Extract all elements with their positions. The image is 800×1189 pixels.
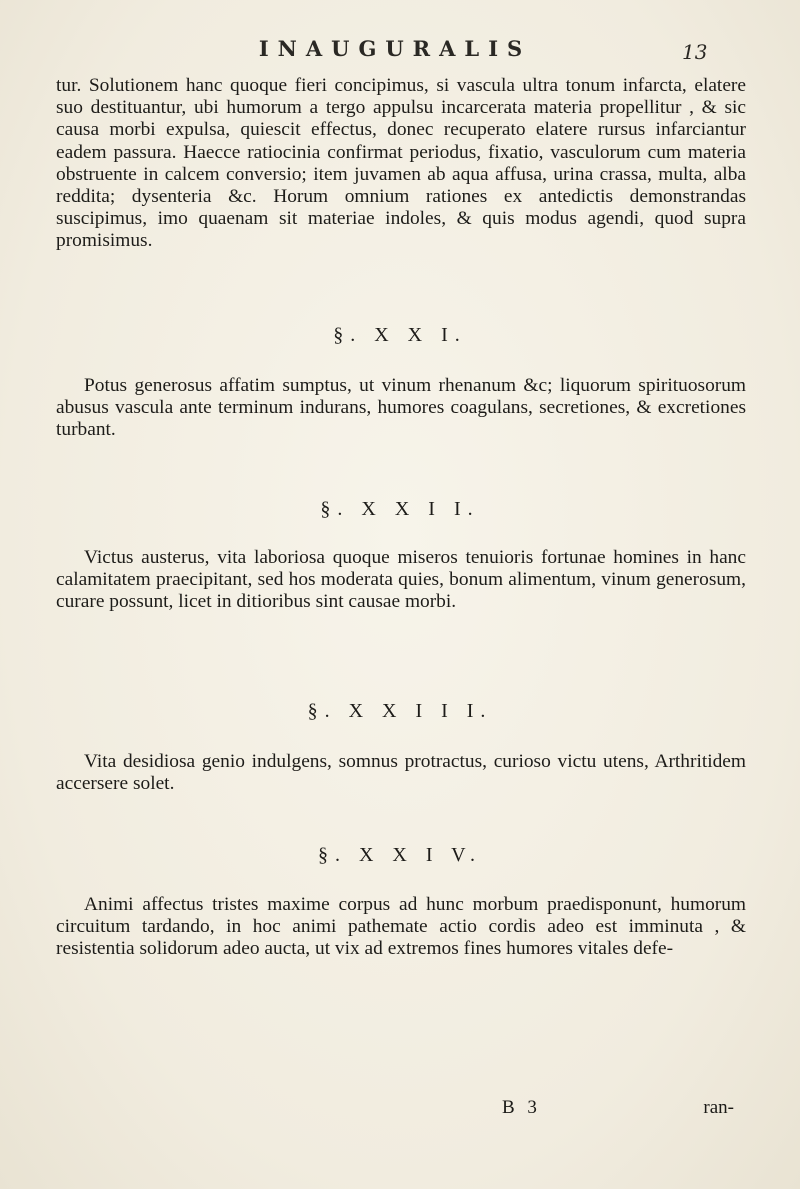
section-heading-23: §. X X I I I. [307, 700, 493, 722]
section-heading-21: §. X X I. [333, 324, 467, 346]
section-heading-22: §. X X I I. [320, 498, 480, 520]
section-heading-24: §. X X I V. [317, 844, 483, 866]
page-number: 13 [682, 40, 708, 64]
signature-mark: B 3 [502, 1097, 541, 1118]
paragraph-section-23: Vita desidiosa genio indulgens, somnus protractus, curioso victu utens, Arthritidem accersere solet. [56, 751, 746, 795]
page-footer [56, 1097, 746, 1121]
paragraph-section-21: Potus generosus affatim sumptus, ut vinum rhenanum &c; liquorum spirituosorum abusus vascula ante terminum indurans, humores coagulans, secretiones, & excretiones turbant. [56, 375, 746, 441]
catchword: ran- [703, 1097, 734, 1118]
running-title: INAUGURALIS [258, 36, 532, 61]
paragraph-section-24: Animi affectus tristes maxime corpus ad hunc morbum praedisponunt, humorum circuitum tardando, in hoc animi pathemate actio cordis adeo est imminuta , & resistentia solidorum adeo aucta, ut vix ad extremos fines humores vitales defe- [56, 894, 746, 960]
paragraph-continuation: tur. Solutionem hanc quoque fieri concipimus, si vascula ultra tonum infarcta, elatere suo destituantur, ubi humorum a tergo appulsu incarcerata materia propellitur , & sic causa morbi expulsa, quiescit effectus, donec recuperato elatere rursus infarciantur eadem passura. Haecce ratiocinia confirmat periodus, fixatio, vasculorum cum materia obstruente in calcem conversio; item juvamen ab aqua affusa, urina crassa, multa, alba reddita; dysenteria &c. Horum omnium rationes ex antedictis demonstrandas suscipimus, imo quaenam sit materiae indoles, & quis modus agendi, quod supra promisimus. [56, 75, 746, 252]
paragraph-section-22: Victus austerus, vita laboriosa quoque miseros tenuioris fortunae homines in hanc calamitatem praecipitant, sed hos moderata quies, bonum alimentum, vinum generosum, curare possunt, licet in ditioribus sint causae morbi. [56, 547, 746, 613]
